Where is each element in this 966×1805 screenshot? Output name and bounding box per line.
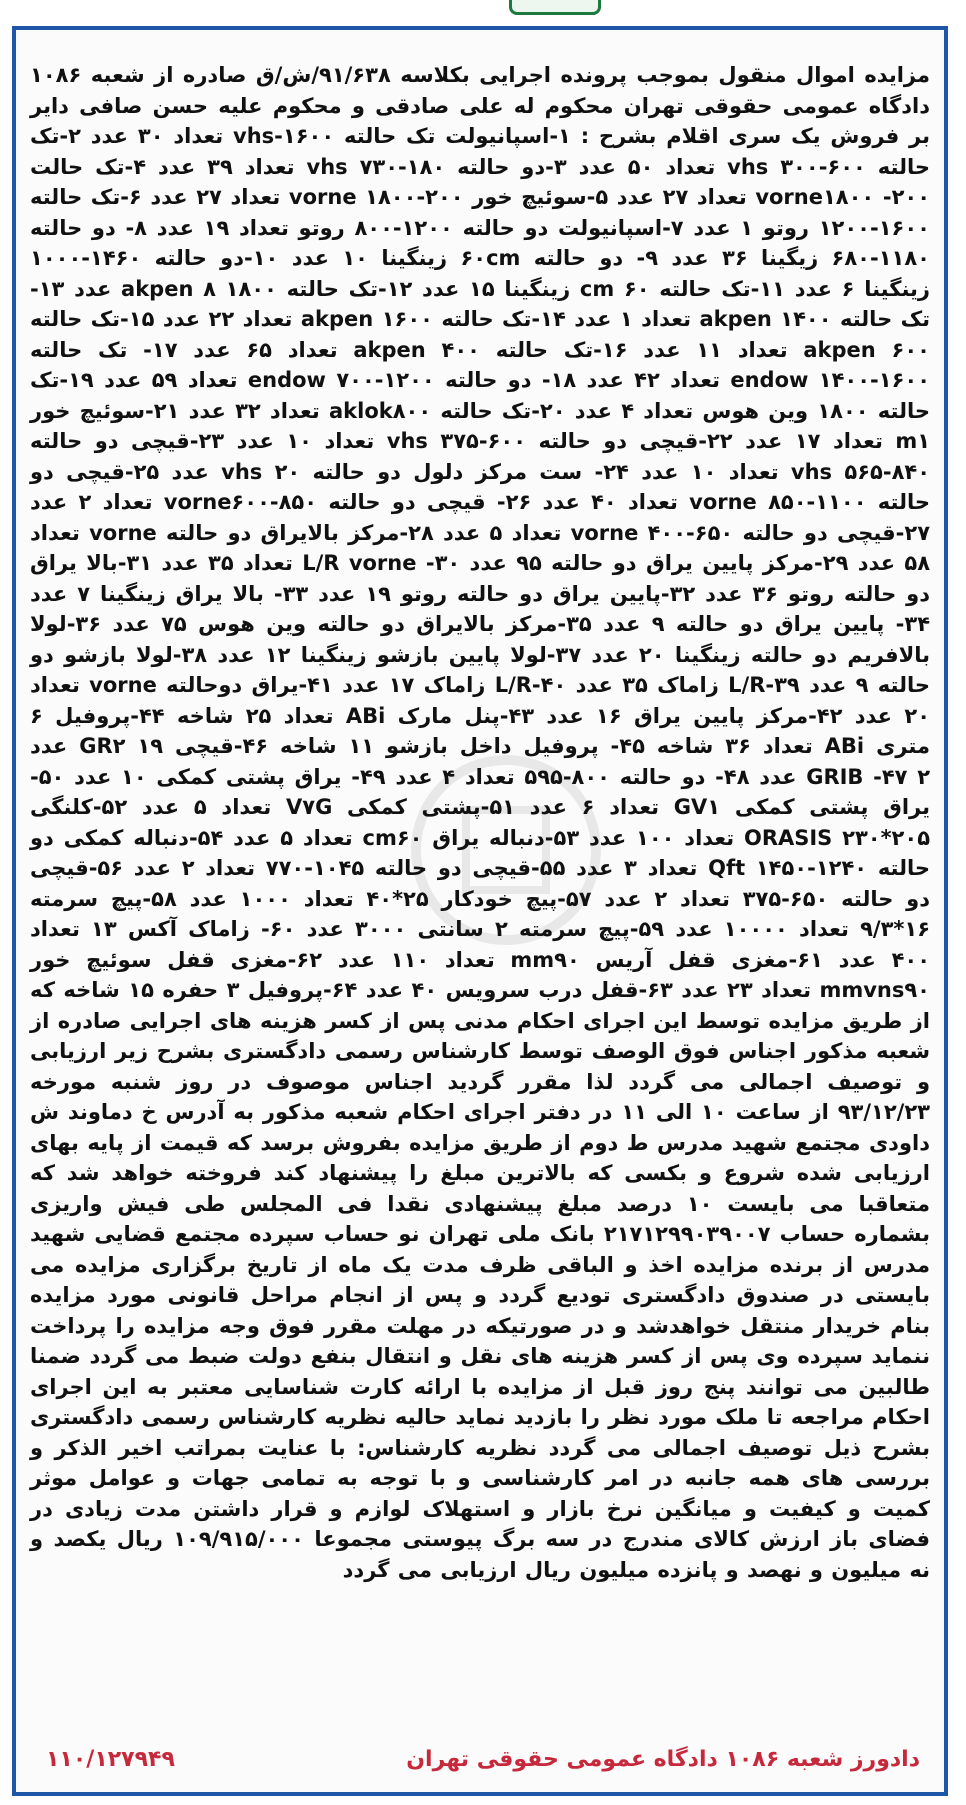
reference-number: ۱۱۰/۱۲۷۹۴۹ <box>46 1746 175 1772</box>
signature-line <box>46 1744 920 1774</box>
signature-text: دادورز شعبه ۱۰۸۶ دادگاه عمومی حقوقی تهران <box>406 1746 920 1772</box>
notice-body-text: مزایده اموال منقول بموجب پرونده اجرایی بکلاسه ۹۱/۶۳۸/ش/ق صادره از شعبه ۱۰۸۶ دادگاه عمومی حقوقی تهران محکوم له علی صادقی و محکوم علیه حسن صافی دایر بر فروش یک سری اقلام بشرح : ۱-اسپانیولت تک حالته ۱۶۰۰-vhs تعداد ۳۰ عدد ۲-تک حالته ۶۰۰-۳۰۰ vhs تعداد ۵۰ عدد ۳-دو حالته ۱۸۰-۷۳۰ vhs تعداد ۳۹ عدد ۴-تک حالت ۲۰۰- vorne۱۸۰۰ تعداد ۲۷ عدد ۵-سوئیچ خور ۲۰۰-۱۸۰۰ vorne تعداد ۲۷ عدد ۶-تک حالته ۱۶۰۰-۱۲۰۰ روتو ۱ عدد ۷-اسپانیولت دو حالته ۱۲۰۰-۸۰۰ روتو تعداد ۱۹ عدد ۸- دو حالته ۱۱۸۰-۶۸۰ زیگینا ۳۶ عدد ۹- دو حالته ۶۰cm زینگینا ۱۰ عدد ۱۰-دو حالته ۱۴۶۰-۱۰۰۰ زینگینا ۶ عدد ۱۱-تک حالته ۶۰ cm زینگینا ۱۵ عدد ۱۲-تک حالته ۱۸۰۰ akpen ۸ عدد ۱۳-تک حالته ۱۴۰۰ akpen تعداد ۱ عدد ۱۴-تک حالته ۱۶۰۰ akpen تعداد ۲۲ عدد ۱۵-تک حالته ۶۰۰ akpen تعداد ۱۱ عدد ۱۶-تک حالته ۴۰۰ akpen تعداد ۶۵ عدد ۱۷- تک حالته ۱۶۰۰-۱۴۰۰ endow تعداد ۴۲ عدد ۱۸- دو حالته ۱۲۰۰-۷۰۰ endow تعداد ۵۹ عدد ۱۹-تک حالته ۱۸۰۰ وین هوس تعداد ۴ عدد ۲۰-تک حالته aklok۸۰۰ تعداد ۳۲ عدد ۲۱-سوئیچ خور m۱ تعداد ۱۷ عدد ۲۲-قیچی دو حالته ۶۰۰-۳۷۵ vhs تعداد ۱۰ عدد ۲۳-قیچی دو حالته ۸۴۰-۵۶۵ vhs تعداد ۱۰ عدد ۲۴- ست مرکز دلول دو حالته vhs ۲۰ عدد ۲۵-قیچی دو حالته ۱۱۰۰-۸۵۰ vorne تعداد ۴۰ عدد ۲۶- قیچی دو حالته ۸۵۰-vorne۶۰۰ تعداد ۲ عدد ۲۷-قیچی دو حالته ۶۵۰-۴۰۰ vorne تعداد ۵ عدد ۲۸-مرکز بالایراق دو حالته vorne تعداد ۵۸ عدد ۲۹-مرکز پایین یراق دو حالته ۹۵ عدد ۳۰- L/R vorne تعداد ۳۵ عدد ۳۱-بالا یراق دو حالته روتو ۳۶ عدد ۳۲-پایین یراق دو حالته روتو ۱۹ عدد ۳۳- بالا یراق زینگینا ۷ عدد ۳۴- پایین یراق دو حالته ۹ عدد ۳۵-مرکز بالایراق دو حالته وین هوس ۷۵ عدد ۳۶-لولا بالافریم دو حالته زینگینا ۲۰ عدد ۳۷-لولا پایین بازشو زینگینا ۱۲ عدد ۳۸-لولا بازشو دو حالته ۹ عدد ۳۹-L/R زاماک ۳۵ عدد ۴۰-L/R زاماک ۱۷ عدد ۴۱-یراق دوحالته vorne تعداد ۲۰ عدد ۴۲-مرکز پایین یراق ۱۶ عدد ۴۳-پنل مارک ABi تعداد ۲۵ شاخه ۴۴-پروفیل ۶ متری ABi تعداد ۳۶ شاخه ۴۵- پروفیل داخل بازشو ۱۱ شاخه ۴۶-قیچی GR۲ ۱۹ عدد GRIB -۴۷ ۲ عدد ۴۸- دو حالته ۸۰۰-۵۹۵ تعداد ۴ عدد ۴۹- یراق پشتی کمکی ۱۰ عدد ۵۰-یراق پشتی کمکی GV۱ تعداد ۶ عدد ۵۱-پشتی کمکی V۷G تعداد ۵ عدد ۵۲-کلنگی ORASIS ۲۳۰*۲۰۵ تعداد ۱۰۰ عدد ۵۳-دنباله یراق cm۶۰ تعداد ۵ عدد ۵۴-دنباله کمکی دو حالته ۱۲۴۰-۱۴۵۰ Qft تعداد ۳ عدد ۵۵-قیچی دو حالته ۱۰۴۵-۷۷۰ تعداد ۲ عدد ۵۶-قیچی دو حالته ۶۵۰-۳۷۵ تعداد ۲ عدد ۵۷-پیچ خودکار ۲۵*۴۰ تعداد ۱۰۰۰ عدد ۵۸-پیچ سرمته ۱۶*۹/۳ تعداد ۱۰۰۰۰ عدد ۵۹-پیچ سرمته ۲ سانتی ۳۰۰۰ عدد ۶۰- زاماک آکس ۱۳ تعداد ۴۰۰ عدد ۶۱-مغزی قفل آریس mm۹۰ تعداد ۱۱۰ عدد ۶۲-مغزی قفل سوئیچ خور mmvns۹۰ تعداد ۲۳ عدد ۶۳-قفل درب سرویس ۴۰ عدد ۶۴-پروفیل ۳ حفره ۱۵ شاخه که از طریق مزایده توسط این اجرای احکام مدنی پس از کسر هزینه های اجرایی صادره از شعبه مذکور اجناس فوق الوصف توسط کارشناس رسمی دادگستری بشرح زیر ارزیابی و توصیف اجمالی می گردد لذا مقرر گردید اجناس موصوف در روز شنبه مورخه ۹۳/۱۲/۲۳ از ساعت ۱۰ الی ۱۱ در دفتر اجرای احکام شعبه مذکور به آدرس خ دماوند ش داودی مجتمع شهید مدرس ط دوم از طریق مزایده بفروش برسد که قیمت از پایه بهای ارزیابی شده شروع و بکسی که بالاترین مبلغ را پیشنهاد کند فروخته خواهد شد که متعاقبا می بایست ۱۰ درصد مبلغ پیشنهادی نقدا فی المجلس طی فیش واریزی بشماره حساب ۲۱۷۱۲۹۹۰۳۹۰۰۷ بانک ملی تهران نو حساب سپرده مجتمع قضایی شهید مدرس از برنده مزایده اخذ و الباقی ظرف مدت یک ماه از تاریخ برگزاری مزایده می بایستی در صندوق دادگستری تودیع گردد و پس از انجام مراحل قانونی مورد مزایده بنام خریدار منتقل خواهدشد و در صورتیکه در مهلت مقرر فوق وجه مزایده را پرداخت ننماید سپرده وی پس از کسر هزینه های نقل و انتقال بنفع دولت ضبط می گردد ضمنا طالبین می توانند پنج روز قبل از مزایده با ارائه کارت شناسایی معتبر به این اجرای احکام مراجعه تا ملک مورد نظر را بازدید نماید حالیه نظریه کارشناس رسمی دادگستری بشرح ذیل توصیف اجمالی می گردد نظریه کارشناس: با عنایت بمراتب اخیر الذکر و بررسی های همه جانبه در امر کارشناسی و با توجه به تمامی جهات و عوامل موثر کمیت و کیفیت و میانگین نرخ بازار و استهلاک لوازم و قرار داشتن مدت زیادی در فضای باز ارزش کالای مندرج در سه برگ پیوستی مجموعا ۱۰۹/۹۱۵/۰۰۰ ریال یکصد و نه میلیون و نهصد و پانزده میلیون ریال ارزیابی می گردد <box>30 63 931 1582</box>
top-tab-marker <box>509 0 601 15</box>
notice-frame <box>12 26 948 1796</box>
